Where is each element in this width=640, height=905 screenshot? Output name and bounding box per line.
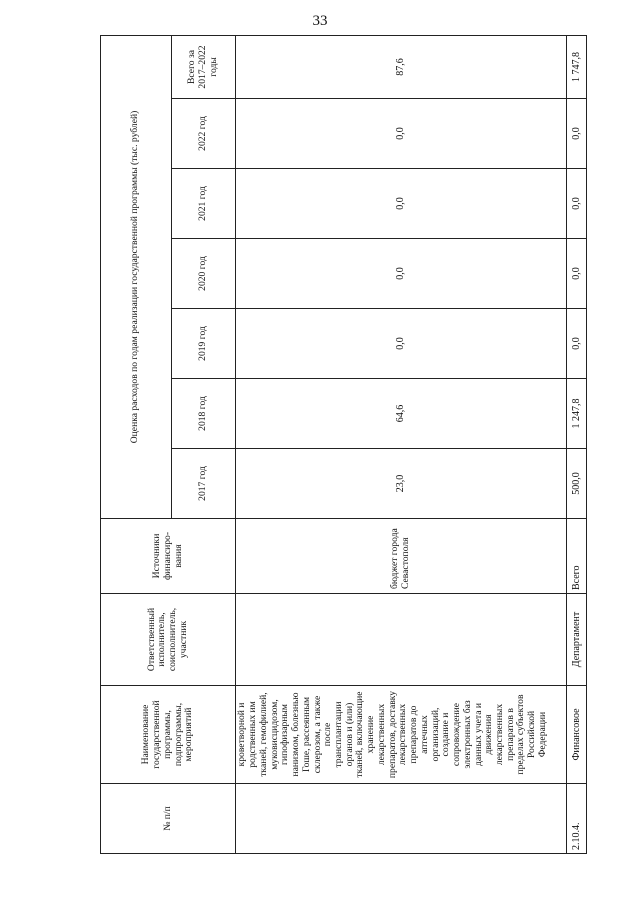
row-value-2019: 0,0 bbox=[236, 309, 566, 379]
row-name: Финансовое bbox=[566, 686, 586, 784]
row-value-2022: 0,0 bbox=[566, 99, 586, 169]
row-value-2017: 500,0 bbox=[566, 449, 586, 519]
row-value-2021: 0,0 bbox=[236, 169, 566, 239]
header-year-2019: 2019 год bbox=[171, 309, 236, 379]
row-num bbox=[236, 784, 566, 854]
row-value-2021: 0,0 bbox=[566, 169, 586, 239]
row-value-total: 1 747,8 bbox=[566, 35, 586, 98]
header-responsible: Ответственный исполнитель, соисполнитель, участник bbox=[101, 594, 236, 686]
table-container bbox=[100, 36, 587, 854]
row-value-2018: 1 247,8 bbox=[566, 379, 586, 449]
row-value-2019: 0,0 bbox=[566, 309, 586, 379]
table-row bbox=[566, 35, 586, 853]
header-row bbox=[101, 35, 172, 853]
row-value-2017: 23,0 bbox=[236, 449, 566, 519]
row-source: Всего bbox=[566, 519, 586, 594]
header-year-total: Всего за 2017–2022 годы bbox=[171, 35, 236, 98]
header-year-2018: 2018 год bbox=[171, 379, 236, 449]
header-name: Наименование государственной программы, подпрограммы, мероприятий bbox=[101, 686, 236, 784]
row-value-2020: 0,0 bbox=[566, 239, 586, 309]
header-year-2020: 2020 год bbox=[171, 239, 236, 309]
row-source: бюджет города Севастополя bbox=[236, 519, 566, 594]
row-value-2018: 64,6 bbox=[236, 379, 566, 449]
row-value-total: 87,6 bbox=[236, 35, 566, 98]
header-estimate: Оценка расходов по годам реализации государственной программы (тыс. рублей) bbox=[101, 35, 172, 518]
header-year-2017: 2017 год bbox=[171, 449, 236, 519]
row-num: 2.10.4. bbox=[566, 784, 586, 854]
header-year-2022: 2022 год bbox=[171, 99, 236, 169]
header-source: Источники финансиро- вания bbox=[101, 519, 236, 594]
row-value-2022: 0,0 bbox=[236, 99, 566, 169]
header-year-2021: 2021 год bbox=[171, 169, 236, 239]
page-number: 33 bbox=[312, 13, 328, 29]
table-row bbox=[236, 35, 566, 853]
row-responsible bbox=[236, 594, 566, 686]
header-num: № п/п bbox=[101, 784, 236, 854]
row-value-2020: 0,0 bbox=[236, 239, 566, 309]
row-name: кроветворной и родственных им тканей, гемофилией, муковисцидозом, гипофизарным нанизмом, болезнью Гоше, рассеянным склерозом, а также после трансплантации органов и (или) тканей, включающие хранение лекарственных препаратов, доставку лекарственных препаратов до аптечных организаций, создание и сопровождение электронных баз данных учета и движения лекарственных препаратов в пределах субъектов Российской Федерации bbox=[236, 686, 566, 784]
program-expenses-table bbox=[100, 35, 587, 854]
row-responsible: Департамент bbox=[566, 594, 586, 686]
